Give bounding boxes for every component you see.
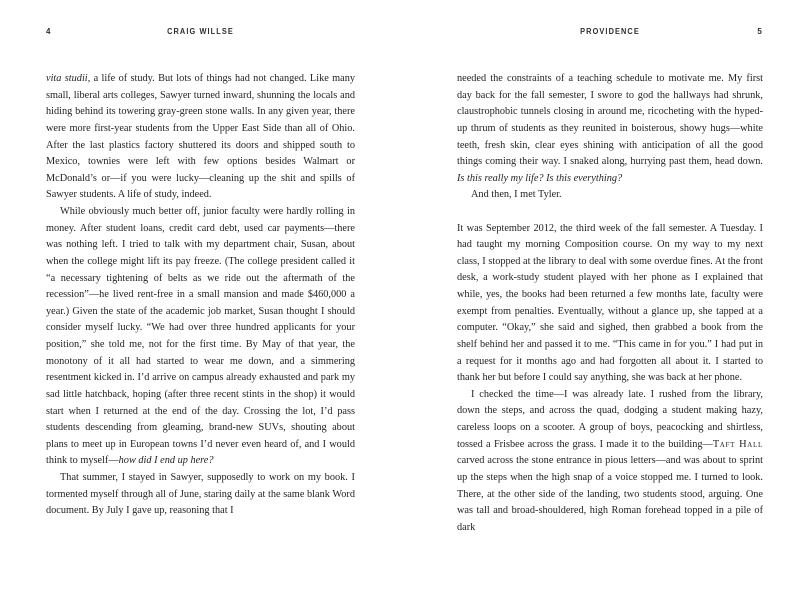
- page-right-header: [457, 27, 763, 39]
- page-number-left: 4: [46, 27, 52, 36]
- text-run: , a life of study. But lots of things had not changed. Like many small, liberal arts colleges, Sawyer turned inward, shunning the locals and hiding behind its towering gray-green stone walls. In any given year, there were more first-year students from the Upper East Side than all of Ohio. After the last plastics factory shuttered its doors and shipped south to Mexico, townies were left with few options besides Walmart or McDonald’s or—if you were lucky—cleaning up the shit and spills of Sawyer students. A life of study, indeed.: [46, 73, 355, 201]
- page-number-right: 5: [757, 27, 763, 36]
- smallcaps-text-run: Taft Hall: [712, 438, 763, 450]
- paragraph: [457, 221, 763, 387]
- paragraph: [46, 204, 355, 470]
- paragraph: [457, 71, 763, 187]
- paragraph: [457, 387, 763, 537]
- paragraph: [457, 187, 763, 204]
- page-body-left: [46, 71, 355, 590]
- text-run: That summer, I stayed in Sawyer, supposedly to work on my book. I tormented myself through all of June, staring daily at the same blank Word document. By July I gave up, reasoning that I: [46, 472, 355, 517]
- text-run: While obviously much better off, junior faculty were hardly rolling in money. After student loans, credit card debt, used car payments—there was nothing left. I tried to talk with my department chair, Susan, about when the college might lift its pay freeze. (The college president called it “a necessary tightening of belts as we ride out the aftermath of the recession”—he lived rent-free in a small mansion and made $460,000 a year.) Given the state of the academic job market, Susan thought I should consider myself lucky. “We had over three hundred applicants for your position,” she told me, not for the first time. By May of that year, the monotony of it all had started to wear me down, and a simmering resentment kicked in. I’d arrive on campus already exhausted and park my sad little hatchback, hoping (after three recent stints in the shop) it would start when I returned at the end of the day. Crossing the lot, I’d pass students descending from gleaming, brand-new SUVs, shouting about plans to meet up in European towns I’d never even heard of, and I would think to myself—: [46, 206, 355, 467]
- italic-text-run: Is this really my life? Is this everything?: [457, 172, 623, 184]
- italic-text-run: vita studii: [46, 73, 88, 84]
- page-body-right: [457, 71, 763, 590]
- text-run: needed the constraints of a teaching schedule to motivate me. My first day back for the fall semester, I swore to god the hallways had shrunk, claustrophobic tunnels closing in around me, ricocheting with the hyped-up thrum of students as they reunited in boisterous, showy hugs—white teeth, fresh skin, clear eyes shining with anticipation of all the good things coming their way. I snaked along, hurrying past them, head down.: [457, 73, 763, 168]
- text-run: And then, I met Tyler.: [471, 189, 562, 201]
- paragraph: [46, 470, 355, 520]
- page-left-header: [46, 27, 355, 39]
- page-left: [46, 0, 355, 608]
- paragraph: [46, 71, 355, 204]
- text-run: carved across the stone entrance in pious letters—and was about to sprint up the steps when the high snap of a voice stopped me. I turned to look. There, at the other side of the landing, two students stood, arguing. One was tall and broad-shouldered, high Roman forehead topped in a pile of dark: [457, 455, 763, 533]
- page-right: [457, 0, 763, 608]
- italic-text-run: how did I end up here?: [118, 455, 214, 467]
- running-header-title: PROVIDENCE: [580, 27, 640, 36]
- text-run: I checked the time—I was already late. I rushed from the library, down the steps, and across the quad, dodging a student making hazy, careless loops on a scooter. A group of boys, peacocking and shirtless, tossed a Frisbee across the grass. I made it to the building—: [457, 388, 763, 450]
- running-header-author: CRAIG WILLSE: [167, 27, 234, 36]
- text-run: It was September 2012, the third week of the fall semester. A Tuesday. I had taught my morning Composition course. On my way to my next class, I stopped at the library to deal with some overdue fines. At the front desk, a work-study student played with her phone as I explained that while, yes, the books had been returned a few months late, faculty were exempt from penalties. Eventually, without a glance up, she tapped at a computer. “Okay,” she said and sighed, then grabbed a book from the shelf behind her and passed it to me. “This came in for you.” I had put in a request for it months ago and had forgotten all about it. I started to thank her but before I could say anything, she was back at her phone.: [457, 222, 763, 384]
